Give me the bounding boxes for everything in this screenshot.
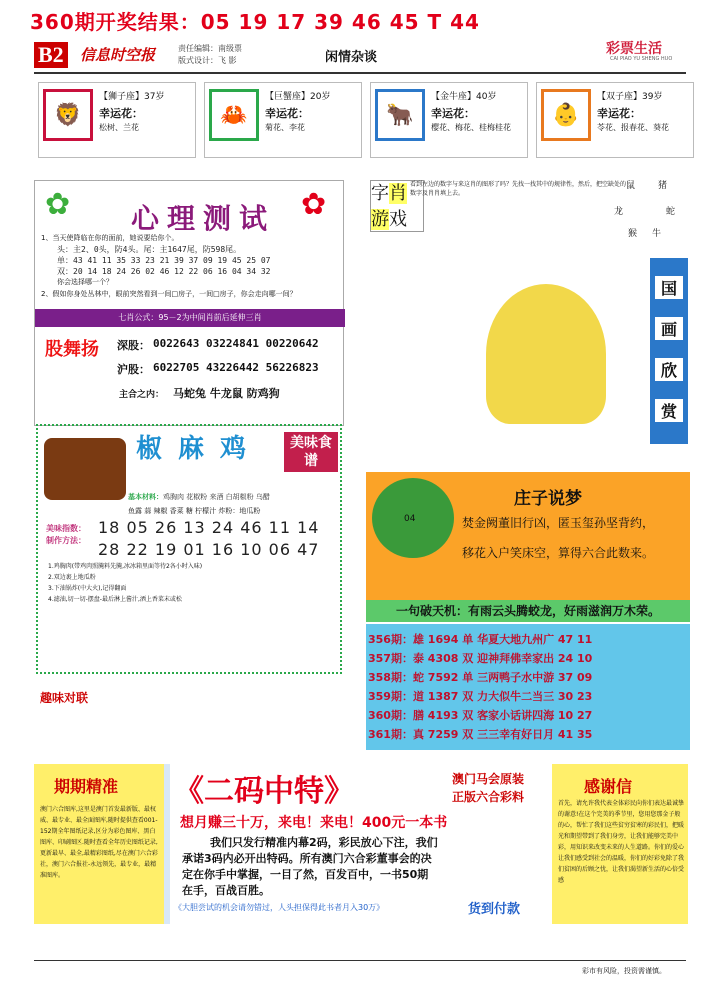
zhuangzi-panel [366,472,690,600]
mid-ad-text2: 承诺3码内必开出特码。所有澳门六合彩董事会的决 [182,852,432,865]
method-numbers: 28 22 19 01 16 10 06 47 [98,540,320,559]
period-row: 357期：泰 4308 双 迎神拜佛幸家出 24 10 [368,652,593,665]
zodiac-lucky: 幸运花： [265,107,309,120]
crab-icon: 🦀 [209,89,259,141]
right-ad-title: 感谢信 [584,777,633,796]
wheel-char: 鼠 [626,181,636,191]
bottom-ad [34,764,688,924]
zodiac-card-cancer [204,82,362,158]
dish-photo [44,438,126,500]
footer-note: 彩市有风险，投资需谨慎。 [582,967,666,975]
zodiac-lucky: 幸运花： [597,107,641,120]
zodiac-flowers: 苓花、报春花、葵花 [597,123,669,132]
zodiac-wheel [610,174,684,250]
wheel-char: 猴 [628,229,638,239]
mid-ad [170,764,552,924]
materials-text: 鸡胸肉 花椒粉 来酒 白胡椒粉 乌醋 [163,493,270,501]
left-ad-title: 期期精准 [54,777,119,796]
index-label: 美味指数： [46,524,86,533]
zodiac-name: 【双子座】39岁 [597,92,663,102]
mid-ad-title: 《二码中特》 [174,774,354,809]
zhuangzi-line2: 移花入户笑床空，算得六合此数来。 [462,546,655,560]
puzzle-panel [366,174,690,446]
periods-panel [366,624,690,750]
lion-icon: 🦁 [43,89,93,141]
column-title: 闲情杂谈 [325,50,378,65]
brand-subtitle: CAI PIAO YU SHENG HUO [610,56,673,62]
editor-credits [178,43,242,67]
guohua-char: 国 [655,276,683,299]
guohua-char: 赏 [655,399,683,422]
headline: 360期开奖结果：05 19 17 39 46 45 T 44 [30,10,480,34]
period-row: 356期：雄 1694 单 华夏大地九州广 47 11 [368,633,593,646]
psych-odd: 单：43 41 11 35 33 23 21 39 37 09 19 45 25 07 [57,256,271,265]
main-value: 马蛇兔 牛龙鼠 防鸡狗 [173,387,280,400]
left-ad [34,764,164,924]
right-ad-text: 首先，请允许我代表全体彩民向你们表达最诚挚的谢意!在这个完美的季节里，您用您那金子般的心，帮忙了我们这些贫穷贫寒的彩民们，把暖光和期望带到了我们身旁，让我们能够完美中彩，用知识来改变未来的人生道路。你们的爱心让我们感受到社会的温暖，你们的好彩免除了我们贫困的后顾之忧，让我们渴望新生活的心倍受感 [558,800,685,884]
couplet-stamp: 趣味对联 [40,691,89,705]
mid-ad-foot2: 货到付款 [468,902,521,917]
recipe-tag: 美味食谱 [284,432,338,472]
recipe-panel [36,424,342,674]
guohua-banner [650,258,688,444]
header-rule [34,72,686,74]
mid-ad-tag2: 正版六合彩料 [452,790,525,804]
period-list [368,630,592,744]
zodiac-lucky: 幸运花： [99,107,143,120]
puzzle-text: 看到左边的数字与来这肖的图形了吗？先找一找其中的规律性，然后，把空缺处的数字及肖肖填上去。 [410,181,627,197]
period-row: 358期：蛇 7592 单 三两鸭子水中游 37 09 [368,671,593,684]
psych-q2: 2、假如你身处丛林中，眼前突然看到一间□房子，一间□房子，你会走向哪一间？ [41,290,297,298]
wheel-char: 猪 [658,181,668,191]
formula-banner: 七肖公式：95－2为中间肖前后延伸三肖 [35,309,345,327]
section-badge: B2 [34,42,68,68]
zodiac-card-gemini [536,82,694,158]
zodiac-card-taurus [370,82,528,158]
mid-ad-text3: 定在你手中掌握，一目了然，百发百中，一书50期 [182,868,429,881]
step-1: 1.鸡胸肉(带鸡肉照腌料先腌,冰冰箱里面等待2各小时入味) [48,563,203,570]
wheel-char: 龙 [614,207,624,217]
mid-ad-red: 想月赚三十万，来电！来电！400元一本书 [180,815,448,831]
designer-line: 版式设计：飞 影 [178,56,237,65]
wheel-char: 蛇 [666,207,676,217]
twins-icon: 👶 [541,89,591,141]
flower-icon: ✿ [301,187,327,222]
zodiac-card-leo [38,82,196,158]
cat-painting [486,284,606,424]
period-row: 361期：真 7259 双 三三幸有好日月 41 35 [368,728,593,741]
brand-logo: 彩票生活 [606,41,662,57]
guohua-char: 画 [655,317,683,340]
step-2: 2.双边裹上地瓜粉 [48,574,96,581]
psych-q1b: 你会选择哪一个？ [57,278,113,286]
mid-ad-foot: 《大胆尝试的机会请勿错过，人头担保得此书者月入30万》 [174,903,385,912]
sz-label: 深股： [117,339,150,352]
left-ad-text: 澳门六合图库,这里是澳门首发最新版、最权威、最专业、最全面图库,随时提供查看001-152期全年图纸记录,区分为彩色图库、黑白图库、印刷图区.随时查看全年历史图纸记录,更新最早、最全,最精彩图纸,尽在澳门六合彩社，澳门六合报社-永远领先，最专业，最精准图库。 [40,806,158,879]
bull-icon: 🐂 [375,89,425,141]
paper-name: 信息时空报 [80,46,156,64]
clover-icon: ✿ [45,187,71,222]
zhuangzi-number: 04 [404,514,416,524]
puzzle-char-3: 游 [371,209,389,230]
tianji-banner: 一句破天机：有雨云头腾蛟龙，好雨滋润万木荣。 [366,600,690,622]
zodiac-flowers: 松树、兰花 [99,123,139,132]
index-numbers: 18 05 26 13 24 46 11 14 [98,518,320,537]
psych-q1: 1、当天使降临在你的面前，她说要给你个。 [41,234,179,242]
psych-even: 双：20 14 18 24 26 02 46 12 22 06 16 04 34 32 [57,267,271,276]
sz-value: 0022643 03224841 00220642 [153,337,319,350]
mid-ad-text4: 在手，百战百胜。 [182,884,270,897]
step-3: 3.下油锅炸(中大火),记得翻面 [48,585,127,592]
zodiac-name: 【狮子座】37岁 [99,92,165,102]
method-label: 制作方法： [46,536,86,545]
puzzle-char-4: 戏 [389,209,407,230]
psych-heads: 头：主2、0头，防4头。尾：主1647尾，防598尾。 [57,245,242,254]
stock-logo: 股舞扬 [45,339,99,360]
zhuangzi-line1: 焚金阙董旧行凶，匿玉玺孙坚背约， [462,516,655,530]
zodiac-lucky: 幸运花： [431,107,475,120]
wheel-char: 牛 [652,229,662,239]
mid-ad-tag1: 澳门马会原装 [452,772,525,786]
step-4: 4.滤油,切一切-摆盘-最后淋上酱汁,洒上香菜末或松 [48,596,182,603]
materials [128,492,270,502]
puzzle-char-1: 字 [371,183,389,204]
zodiac-flowers: 菊花、李花 [265,123,305,132]
materials-2: 鱼露 蒜 辣椒 香菜 糖 柠檬汁 炸粉：地瓜粉 [128,507,261,515]
recipe-title: 椒麻鸡 [136,434,263,464]
materials-label: 基本材料： [128,493,163,501]
zodiac-flowers: 樱花、梅花、桂梅桂花 [431,123,511,132]
main-label: 主合之内： [119,390,165,400]
zodiac-name: 【金牛座】40岁 [431,92,497,102]
right-ad [552,764,688,924]
hu-label: 沪股： [117,363,150,376]
footer-rule [34,960,686,961]
hu-value: 6022705 43226442 56226823 [153,361,319,374]
psych-title: 心理测试 [131,202,276,235]
puzzle-char-2: 肖 [389,183,407,204]
period-row: 359期：道 1387 双 力大似牛二当三 30 23 [368,690,593,703]
period-row: 360期：膳 4193 双 客家小话讲四海 10 27 [368,709,593,722]
psych-test-panel [34,180,344,426]
guohua-char: 欣 [655,358,683,381]
zodiac-name: 【巨蟹座】20岁 [265,92,331,102]
mid-ad-text1: 我们只发行精准内幕2码，彩民放心下注，我们 [210,836,438,849]
zhuangzi-title: 庄子说梦 [514,489,582,509]
editor-line: 责任编辑：南级票 [178,44,242,53]
